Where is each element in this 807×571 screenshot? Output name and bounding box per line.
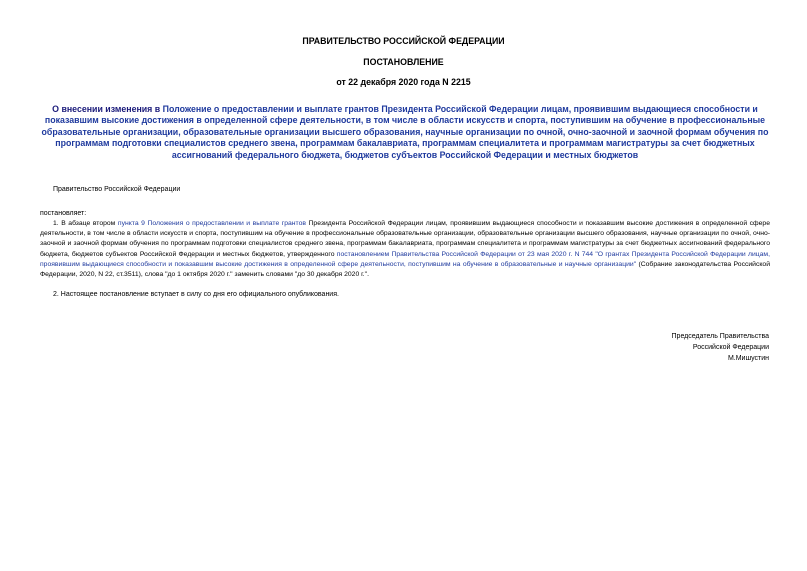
header-government: ПРАВИТЕЛЬСТВО РОССИЙСКОЙ ФЕДЕРАЦИИ [302,36,505,46]
paragraph-1 [40,219,770,280]
resolves-line: постановляет: [40,210,87,217]
p1-text-b: Президента Российской Федерации лицам, проявившим выдающиеся способности и показавшим высокие достижения в определенной сфере деятельности, в том числе в области искусств и спорта, поступившим на обучение в профессиональные образовательные организации, образовательные организации высшего образования, научные организации по очной, очно-заочной и заочной формам обучения по программам подготовки специалистов среднего звена, программам бакалавриата, программам специалитета и программам магистратуры за счет бюджетных ассигнований федерального бюджета, бюджетов субъектов Российской Федерации и местных бюджетов, утвержденного [40,220,770,258]
title-prefix: О внесении изменения в [52,104,163,114]
p1-link-resolution[interactable]: постановлением Правительства Российской Федерации от 23 мая 2020 г. N 744 "О грантах Президента Российской Федерации лицам, проявившим выдающиеся способности и показавшим высокие достижения в определенной сфере деятельности, поступившим на обучение в образовательные и научные организации" [40,250,770,268]
signature-line-2: Российской Федерации [692,344,769,351]
p1-text-a: 1. В абзаце втором [53,220,118,227]
signature-block [672,331,769,364]
header-date-number: от 22 декабря 2020 года N 2215 [336,77,471,87]
signature-name: М.Мишустин [727,355,769,362]
signature-line-1: Председатель Правительства [671,333,769,340]
document-title [40,104,770,161]
government-line: Правительство Российской Федерации [53,186,181,193]
title-link[interactable]: Положение о предоставлении и выплате грантов Президента Российской Федерации лицам, проявившим выдающиеся способности и показавшим высокие достижения в определенной сфере деятельности, в том числе в области искусств и спорта, поступившим на обучение в профессиональные образовательные организации, образовательные организации высшего образования, научные организации по очной, очно-заочной и заочной формам обучения по программам подготовки специалистов среднего звена, программам бакалавриата, программам специалитета и программам магистратуры за счет бюджетных ассигнований федерального бюджета, бюджетов субъектов Российской Федерации и местных бюджетов [41,104,769,160]
header-doc-type: ПОСТАНОВЛЕНИЕ [363,57,444,67]
p1-link-clause[interactable]: пункта 9 Положения о предоставлении и выплате грантов [117,220,306,227]
p1-text-c: (Собрание законодательства Российской Федерации, 2020, N 22, ст.3511), слова "до 1 октября 2020 г." заменить словами "до 30 декабря 2020 г.". [40,260,770,279]
paragraph-2: 2. Настоящее постановление вступает в силу со дня его официального опубликования. [53,291,339,298]
